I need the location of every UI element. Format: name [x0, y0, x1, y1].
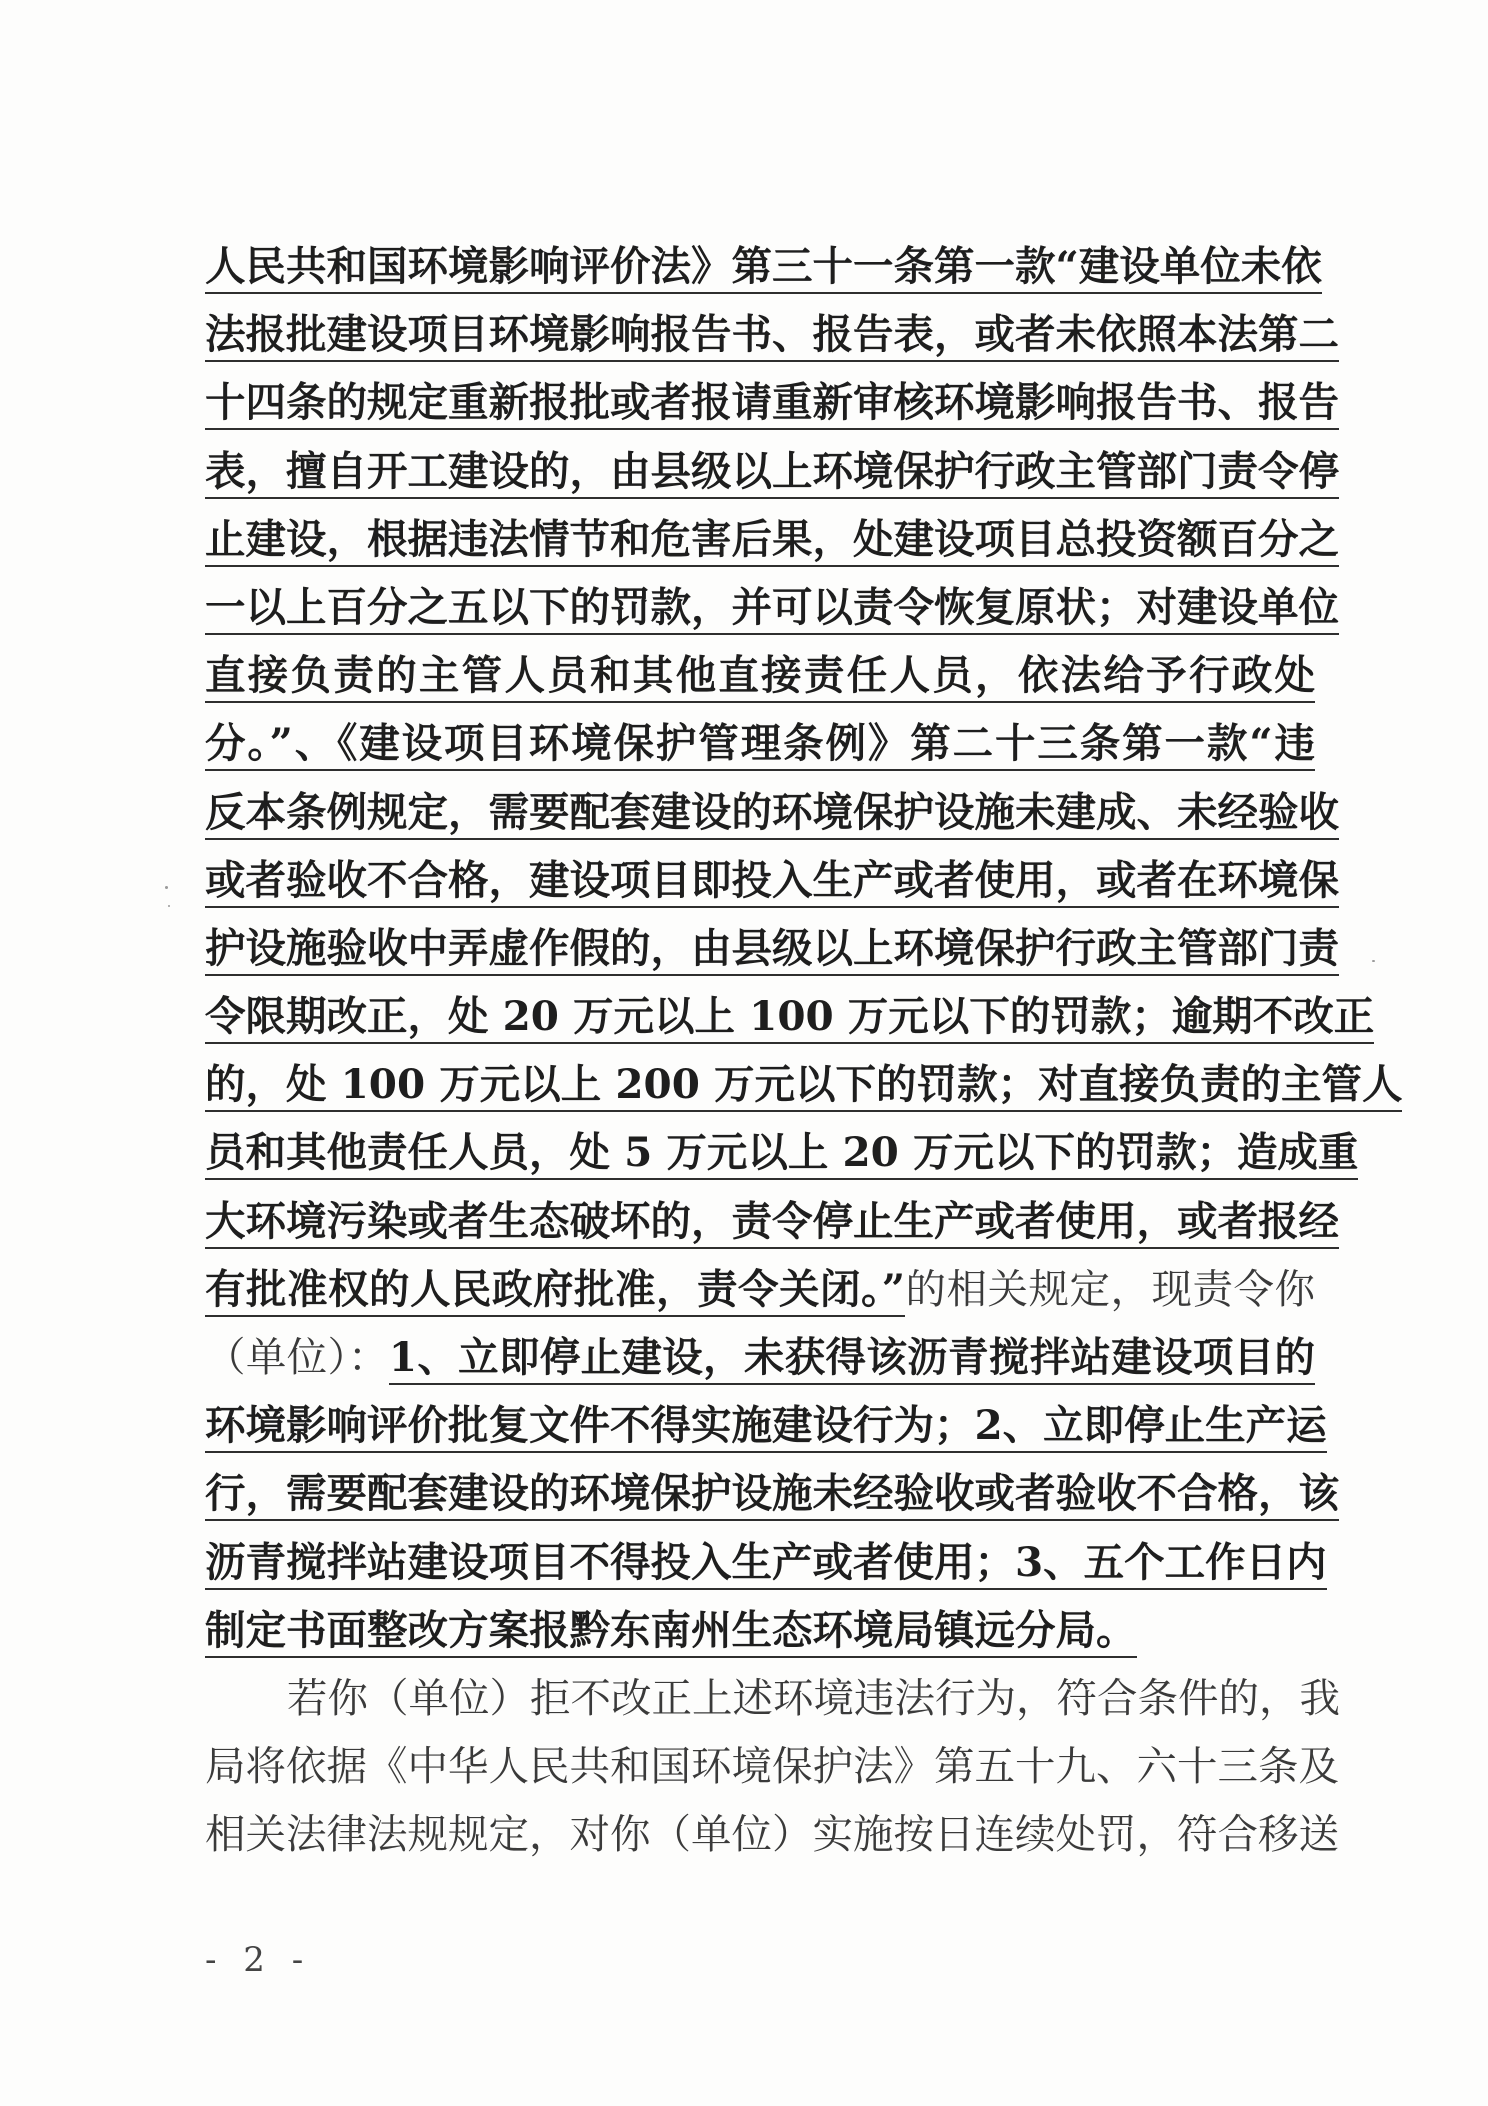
underlined-text: 制定书面整改方案报黔东南州生态环境局镇远分局。: [205, 1606, 1137, 1658]
underlined-text: 沥青搅拌站建设项目不得投入生产或者使用；3、五个工作日内: [205, 1538, 1327, 1590]
underlined-text: 一以上百分之五以下的罚款，并可以责令恢复原状；对建设单位: [205, 583, 1339, 635]
text-line: [205, 914, 1339, 982]
text-segment: （单位）：: [205, 1333, 389, 1381]
text-line: [205, 232, 1322, 300]
text-segment: 的相关规定，现责令你: [905, 1264, 1315, 1313]
text-segment: 若你（单位）拒不改正上述环境违法行为，符合条件的，我: [287, 1673, 1340, 1722]
text-line: [205, 1323, 1315, 1391]
text-line: [205, 709, 1315, 777]
text-line: [205, 982, 1375, 1050]
underlined-text: 护设施验收中弄虚作假的，由县级以上环境保护行政主管部门责: [205, 924, 1339, 976]
text-line: [205, 437, 1339, 505]
text-line: [205, 1596, 1315, 1664]
text-segment: 局将依据《中华人民共和国环境保护法》第五十九、六十三条及: [205, 1742, 1339, 1791]
text-line: [205, 1255, 1315, 1323]
underlined-text: 大环境污染或者生态破坏的，责令停止生产或者使用，或者报经: [205, 1197, 1339, 1249]
scan-speck: [165, 886, 168, 889]
text-line: [205, 1391, 1327, 1459]
underlined-text: 行，需要配套建设的环境保护设施未经验收或者验收不合格，该: [205, 1469, 1339, 1521]
text-line: [205, 368, 1339, 436]
text-line: [205, 1118, 1359, 1186]
underlined-text: 员和其他责任人员，处 5 万元以上 20 万元以下的罚款；造成重: [205, 1128, 1358, 1180]
underlined-text: 止建设，根据违法情节和危害后果，处建设项目总投资额百分之: [205, 515, 1339, 567]
text-line: [205, 778, 1339, 846]
text-line: [205, 846, 1339, 914]
text-line: [205, 1459, 1339, 1527]
underlined-text: 令限期改正，处 20 万元以上 100 万元以下的罚款；逾期不改正: [205, 992, 1374, 1044]
text-line: [205, 505, 1339, 573]
scan-speck: [168, 905, 170, 907]
underlined-text: 分。”、《建设项目环境保护管理条例》第二十三条第一款“违: [205, 719, 1315, 771]
underlined-text: 环境影响评价批复文件不得实施建设行为；2、立即停止生产运: [205, 1401, 1327, 1453]
text-line: [205, 1050, 1403, 1118]
text-line: [205, 1800, 1339, 1868]
underlined-text: 表，擅自开工建设的，由县级以上环境保护行政主管部门责令停: [205, 447, 1339, 499]
document-body: [205, 232, 1403, 1869]
underlined-text: 有批准权的人民政府批准，责令关闭。”: [205, 1265, 905, 1317]
underlined-text: 或者验收不合格，建设项目即投入生产或者使用，或者在环境保: [205, 856, 1339, 908]
underlined-text: 十四条的规定重新报批或者报请重新审核环境影响报告书、报告: [205, 378, 1339, 430]
text-line: [205, 641, 1315, 709]
scan-speck: [1372, 960, 1375, 962]
underlined-text: 人民共和国环境影响评价法》第三十一条第一款“建设单位未依: [205, 242, 1322, 294]
text-line: [205, 573, 1339, 641]
text-line: [205, 1187, 1339, 1255]
text-line: [205, 1732, 1339, 1800]
text-line: [205, 1664, 1340, 1732]
underlined-text: 法报批建设项目环境影响报告书、报告表，或者未依照本法第二: [205, 310, 1339, 362]
text-segment: 相关法律法规规定，对你（单位）实施按日连续处罚，符合移送: [205, 1810, 1339, 1859]
page-number: - 2 -: [205, 1940, 312, 1980]
underlined-text: 反本条例规定，需要配套建设的环境保护设施未建成、未经验收: [205, 788, 1339, 840]
text-line: [205, 300, 1339, 368]
text-line: [205, 1528, 1327, 1596]
underlined-text: 1、立即停止建设，未获得该沥青搅拌站建设项目的: [389, 1333, 1315, 1385]
underlined-text: 的，处 100 万元以上 200 万元以下的罚款；对直接负责的主管人: [205, 1060, 1402, 1112]
underlined-text: 直接负责的主管人员和其他直接责任人员，依法给予行政处: [205, 651, 1315, 703]
